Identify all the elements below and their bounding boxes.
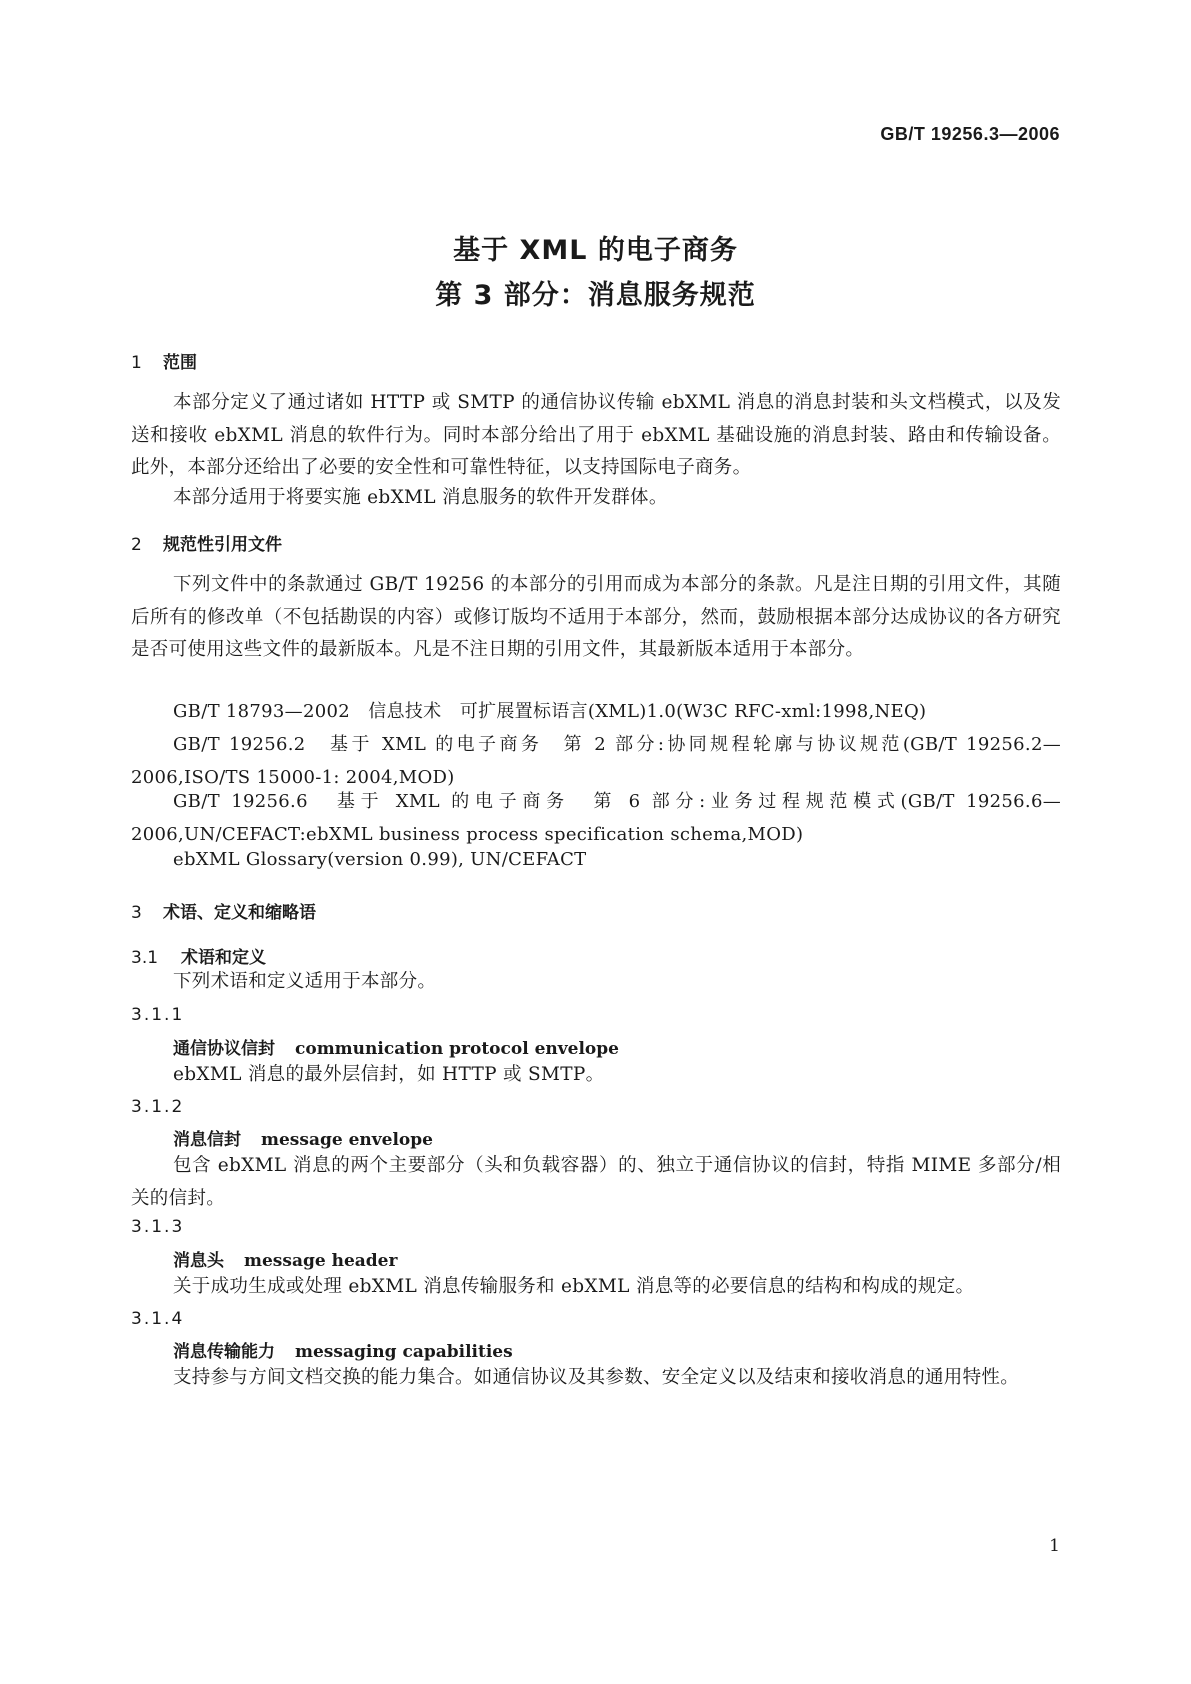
page-number: 1 [1049,1536,1060,1556]
section-1-heading [131,348,197,373]
term-english: communication protocol envelope [295,1039,619,1059]
subsection-title: 术语和定义 [181,948,266,968]
reference-item: GB/T 19256.2 基于 XML 的电子商务 第 2 部分:协同规程轮廓与协议规范(GB/T 19256.2—2006,ISO/TS 15000-1: 2004,MOD) [131,734,1061,788]
reference-item: GB/T 18793—2002 信息技术 可扩展置标语言(XML)1.0(W3C RFC-xml:1998,NEQ) [173,701,927,722]
section-title: 术语、定义和缩略语 [163,903,316,923]
term-definition: 包含 ebXML 消息的两个主要部分（头和负载容器）的、独立于通信协议的信封，特指 MIME 多部分/相关的信封。 [131,1155,1061,1209]
subsection-number: 3.1 [131,948,159,968]
term-english: message header [244,1251,398,1271]
term-english: message envelope [261,1130,433,1150]
term-number: 3.1.1 [131,1005,185,1025]
section-1-paragraph-2: 本部分适用于将要实施 ebXML 消息服务的软件开发群体。 [173,487,668,508]
reference-item: ebXML Glossary(version 0.99), UN/CEFACT [173,849,587,870]
term-definition: ebXML 消息的最外层信封，如 HTTP 或 SMTP。 [173,1064,605,1085]
subsection-3-1-heading [131,943,266,968]
term-chinese: 消息信封 [173,1130,241,1150]
term-name [173,1337,513,1362]
section-2-intro: 下列文件中的条款通过 GB/T 19256 的本部分的引用而成为本部分的条款。凡是注日期的引用文件，其随后所有的修改单（不包括勘误的内容）或修订版均不适用于本部分，然而，鼓励根据本部分达成协议的各方研究是否可使用这些文件的最新版本。凡是不注日期的引用文件，其最新版本适用于本部分。 [131,574,1061,660]
section-number: 2 [131,535,142,555]
section-title: 范围 [163,353,197,373]
section-1-paragraph-1: 本部分定义了通过诸如 HTTP 或 SMTP 的通信协议传输 ebXML 消息的消息封装和头文档模式，以及发送和接收 ebXML 消息的软件行为。同时本部分给出了用于 ebXML 基础设施的消息封装、路由和传输设备。此外，本部分还给出了必要的安全性和可靠性特征，以支持国际电子商务。 [131,392,1061,478]
section-3-heading [131,898,316,923]
term-name [173,1246,397,1271]
term-chinese: 消息传输能力 [173,1342,275,1362]
term-english: messaging capabilities [295,1342,513,1362]
reference-item: GB/T 19256.6 基于 XML 的电子商务 第 6 部分:业务过程规范模式(GB/T 19256.6—2006,UN/CEFACT:ebXML business process specification schema,MOD) [131,791,1061,845]
document-subtitle: 第 3 部分：消息服务规范 [435,280,756,311]
document-title: 基于 XML 的电子商务 [453,235,738,266]
term-number: 3.1.4 [131,1309,185,1329]
section-number: 3 [131,903,142,923]
section-2-heading [131,530,282,555]
term-name [173,1034,619,1059]
term-definition: 支持参与方间文档交换的能力集合。如通信协议及其参数、安全定义以及结束和接收消息的通用特性。 [173,1367,1020,1388]
subsection-3-1-intro: 下列术语和定义适用于本部分。 [173,971,437,992]
term-name [173,1125,433,1150]
term-chinese: 消息头 [173,1251,224,1271]
term-chinese: 通信协议信封 [173,1039,275,1059]
standard-code: GB/T 19256.3—2006 [880,124,1060,144]
term-definition: 关于成功生成或处理 ebXML 消息传输服务和 ebXML 消息等的必要信息的结构和构成的规定。 [173,1276,975,1297]
term-number: 3.1.3 [131,1217,185,1237]
section-title: 规范性引用文件 [163,535,282,555]
term-number: 3.1.2 [131,1097,185,1117]
section-number: 1 [131,353,142,373]
